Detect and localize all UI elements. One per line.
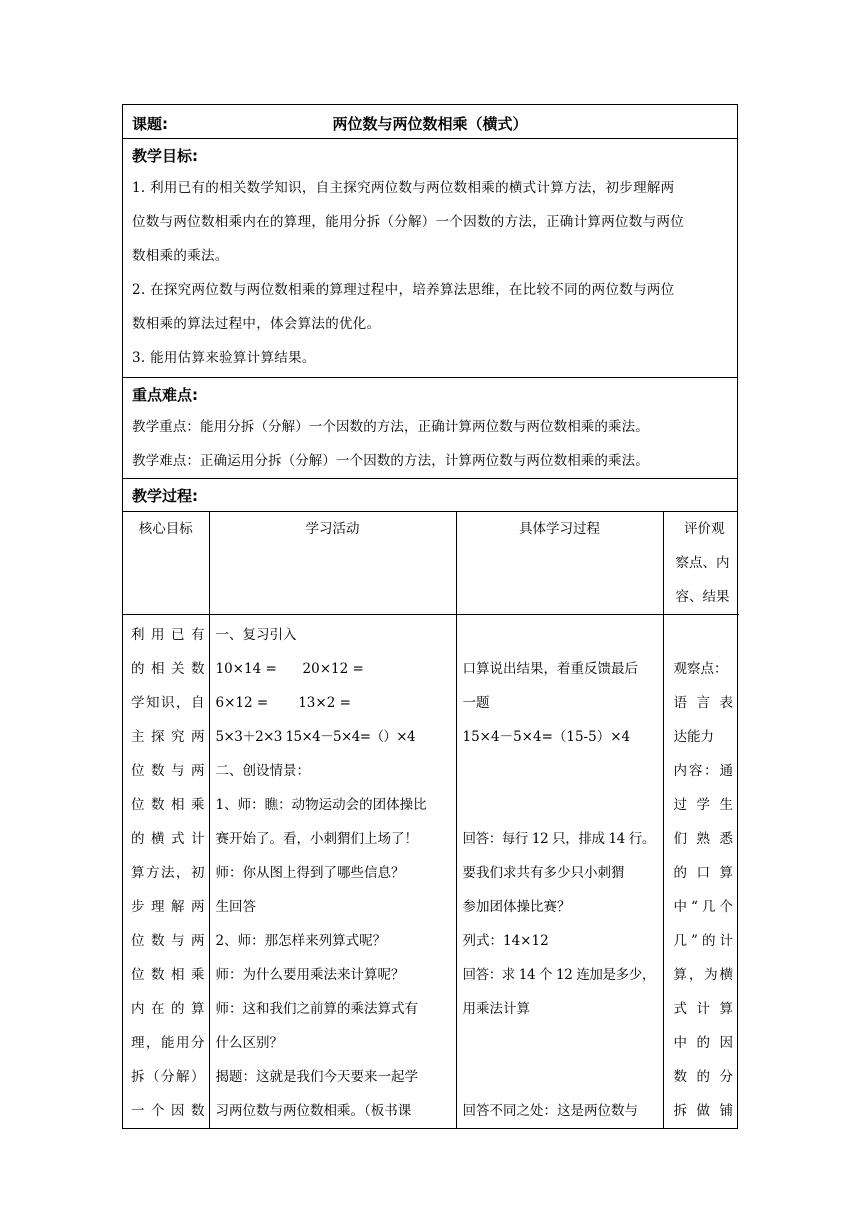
eval-line: 观察点： — [673, 661, 728, 677]
activity-line: 什么区别？ — [215, 1035, 283, 1051]
core-goal-line: 的横式计 — [131, 831, 205, 847]
eval-header-line: 容、结果 — [675, 589, 730, 605]
eval-line: 语言表 — [673, 695, 733, 711]
core-goal-line: 位数相乘 — [131, 967, 205, 983]
activity-line: 师：为什么要用乘法来计算呢？ — [215, 967, 405, 983]
core-goal-line: 内在的算 — [131, 1001, 205, 1017]
core-goal-line: 算方法，初 — [131, 865, 205, 881]
keypoints-heading: 重点难点: — [132, 386, 198, 404]
goals-text — [123, 171, 737, 377]
eval-line: 式计算 — [673, 1001, 733, 1017]
activity-line: 一、复习引入 — [215, 627, 297, 643]
lesson-table — [122, 104, 738, 1129]
activity-line: 师：这和我们之前算的乘法算式有 — [215, 1001, 418, 1017]
activity-line: 10×14 = 20×12 = — [215, 661, 364, 677]
detail-line: 回答：求 14 个 12 连加是多少， — [462, 967, 655, 983]
goal-line: 数相乘的乘法。 — [132, 248, 229, 264]
core-goal-cell — [123, 615, 209, 1129]
eval-line: 达能力 — [673, 729, 714, 745]
activity-line: 6×12 = 13×2 = — [215, 695, 351, 711]
detail-line: 用乘法计算 — [462, 1001, 530, 1017]
eval-line: 中的因 — [673, 1035, 733, 1051]
eval-line: 中“几个 — [673, 899, 733, 915]
core-goal-line: 主探究两 — [131, 729, 205, 745]
detail-line: 口算说出结果，着重反馈最后 — [462, 661, 638, 677]
activity-line: 习两位数与两位数相乘。（板书课 — [215, 1103, 412, 1119]
detail-line: 参加团体操比赛？ — [462, 899, 571, 915]
activity-line: 二、创设情景： — [215, 763, 310, 779]
activity-line: 1、师：瞧：动物运动会的团体操比 — [215, 797, 427, 813]
detail-line: 要我们求共有多少只小刺猬 — [462, 865, 625, 881]
activity-line: 赛开始了。看，小刺猬们上场了！ — [215, 831, 418, 847]
detail-line — [463, 1026, 657, 1060]
title-row — [123, 105, 737, 138]
goal-line: 2. 在探究两位数与两位数相乘的算理过程中，培养算法思维，在比较不同的两位数与两位 — [132, 282, 675, 298]
detail-line — [463, 754, 657, 788]
eval-line: 的口算 — [673, 865, 733, 881]
activity-line: 2、师：那怎样来列算式呢？ — [215, 933, 387, 949]
activity-cell — [209, 615, 456, 1129]
process-heading: 教学过程: — [132, 487, 198, 505]
detail-line: 回答：每行 12 只，排成 14 行。 — [462, 831, 655, 847]
core-goal-line: 位数与两 — [131, 763, 205, 779]
core-goal-line: 学知识，自 — [131, 695, 205, 711]
lesson-title: 两位数与两位数相乘（横式） — [332, 115, 528, 133]
eval-line: 过学生 — [673, 797, 733, 813]
lesson-plan — [122, 104, 738, 1129]
core-goal-line: 的相关数 — [131, 661, 205, 677]
detail-line: 一题 — [462, 695, 490, 711]
eval-line — [674, 618, 734, 652]
eval-line: 算，为横 — [673, 967, 733, 983]
activity-line: 5×3＋2×3 15×4－5×4=（）×4 — [215, 729, 415, 745]
detail-line — [463, 618, 657, 652]
difficulty-line: 教学难点：正确运用分拆（分解）一个因数的方法，计算两位数与两位数相乘的乘法。 — [132, 453, 649, 469]
core-goal-line: 理，能用分 — [131, 1035, 205, 1051]
eval-header-line: 察点、内 — [675, 555, 730, 571]
core-goal-line: 位数相乘 — [131, 797, 205, 813]
eval-line: 数的分 — [673, 1069, 733, 1085]
col-header-evaluation — [663, 512, 739, 615]
process-table — [123, 512, 739, 1128]
detail-line — [463, 788, 657, 822]
eval-line: 们熟悉 — [673, 831, 733, 847]
core-goal-line: 拆（分解） — [131, 1069, 205, 1085]
eval-line: 拆做铺 — [673, 1103, 733, 1119]
core-goal-line: 利用已有 — [131, 627, 205, 643]
detail-line: 列式：14×12 — [462, 933, 549, 949]
goals-heading: 教学目标: — [132, 147, 198, 165]
activity-line: 生回答 — [215, 899, 256, 915]
detail-line: 回答不同之处：这是两位数与 — [462, 1103, 638, 1119]
keypoints-text — [123, 410, 737, 478]
eval-line: 内容：通 — [673, 763, 733, 779]
activity-line: 揭题：这就是我们今天要来一起学 — [215, 1069, 418, 1085]
core-goal-line: 步理解两 — [131, 899, 205, 915]
col-header-detail: 具体学习过程 — [456, 512, 663, 615]
key-point-line: 教学重点：能用分拆（分解）一个因数的方法，正确计算两位数与两位数相乘的乘法。 — [132, 419, 649, 435]
eval-line: 几”的计 — [673, 933, 733, 949]
goal-line: 3. 能用估算来验算计算结果。 — [132, 350, 316, 366]
goal-line: 数相乘的算法过程中，体会算法的优化。 — [132, 316, 381, 332]
evaluation-cell — [663, 615, 739, 1129]
detail-line: 15×4－5×4=（15-5）×4 — [462, 729, 631, 745]
detail-line — [463, 1060, 657, 1094]
eval-header-line: 评价观 — [684, 521, 725, 537]
activity-line: 师：你从图上得到了哪些信息？ — [215, 865, 405, 881]
core-goal-line: 一个因数 — [131, 1103, 205, 1119]
detail-cell — [456, 615, 663, 1129]
goal-line: 1. 利用已有的相关数学知识，自主探究两位数与两位数相乘的横式计算方法，初步理解两 — [132, 180, 675, 196]
topic-label: 课题: — [132, 115, 168, 133]
core-goal-line: 位数与两 — [131, 933, 205, 949]
goal-line: 位数与两位数相乘内在的算理，能用分拆（分解）一个因数的方法，正确计算两位数与两位 — [132, 214, 684, 230]
col-header-core-goal: 核心目标 — [123, 512, 209, 615]
col-header-activity: 学习活动 — [209, 512, 456, 615]
